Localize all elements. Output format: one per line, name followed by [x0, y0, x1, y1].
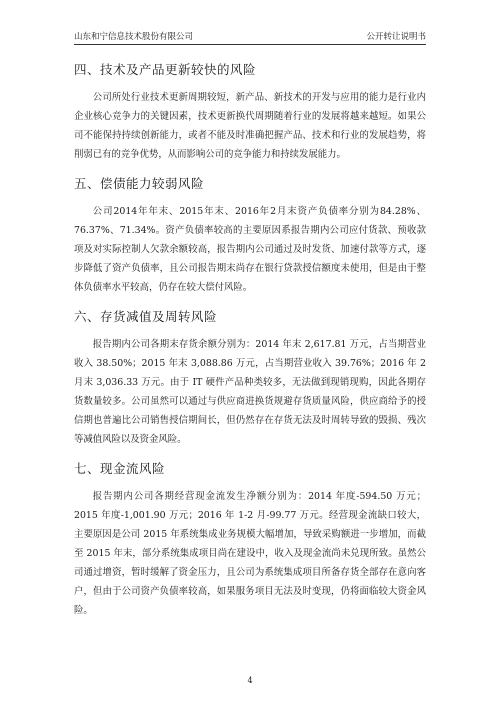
section-heading: 七、现金流风险: [74, 461, 166, 476]
page-header: [74, 24, 426, 45]
section-inventory-risk: [74, 307, 426, 449]
section-tech-risk: [74, 60, 426, 164]
section-paragraph: 报告期内公司各期经营现金流发生净额分别为：2014 年度-594.50 万元；2015 年度-1,001.90 万元；2016 年 1-2 月-99.77 万元。经营现金流缺口较大，主要原因是公司 2015 年系统集成业务规模大幅增加，导致采购额进一步增加，而截至 2015 年末，部分系统集成项目尚在建设中，收入及现金流尚未兑现所致。虽然公司通过增资，暂时缓解了资金压力，且公司为系统集成项目所备存货全部存在意向客户，但由于公司资产负债率较高，如果服务项目无法及时变现，仍将面临较大资金风险。: [74, 491, 426, 616]
section-paragraph: 报告期内公司各期末存货余额分别为：2014 年末 2,617.81 万元，占当期营业收入 38.50%；2015 年末 3,088.86 万元，占当期营业收入 39.76%；2016 年 2 月末 3,036.33 万元。由于 IT 硬件产品种类较多，无法做到现销现购，因此各期存货数量较多。公司虽然可以通过与供应商进换货规避存货质量风险，供应商给予的授信期也普遍比公司销售授信期间长，但仍然存在存货无法及时周转导致的毁损、残次等减值风险以及资金风险。: [74, 339, 426, 445]
section-debt-risk: [74, 174, 426, 297]
section-cashflow-risk: [74, 459, 426, 620]
header-company: 山东和宁信息技术股份有限公司: [74, 32, 194, 42]
section-paragraph: 公司2014年年末、2015年末、2016年2月末资产负债率分别为84.28%、76.37%、71.34%。资产负债率较高的主要原因系报告期内公司应付货款、预收款项及对实际控制人欠款余额较高，报告期内公司通过及时发货、加速付款等方式，逐步降低了资产负债率，且公司报告期末尚存在银行贷款授信额度未使用，但是由于整体负债率水平较高，仍存在较大偿付风险。: [74, 206, 426, 293]
page-content: [74, 60, 426, 630]
section-heading: 四、技术及产品更新较快的风险: [74, 62, 257, 77]
section-paragraph: 公司所处行业技术更新周期较短，新产品、新技术的开发与应用的能力是行业内企业核心竞争力的关键因素，技术更新换代周期随着行业的发展将越来越短。如果公司不能保持持续创新能力，或者不能及时准确把握产品、技术和行业的发展趋势，将削弱已有的竞争优势，从而影响公司的竞争能力和持续发展能力。: [74, 92, 426, 160]
header-doc-title: 公开转让说明书: [366, 32, 426, 42]
section-heading: 五、偿债能力较弱风险: [74, 176, 205, 191]
page-number: 4: [247, 676, 253, 685]
section-heading: 六、存货减值及周转风险: [74, 309, 218, 324]
